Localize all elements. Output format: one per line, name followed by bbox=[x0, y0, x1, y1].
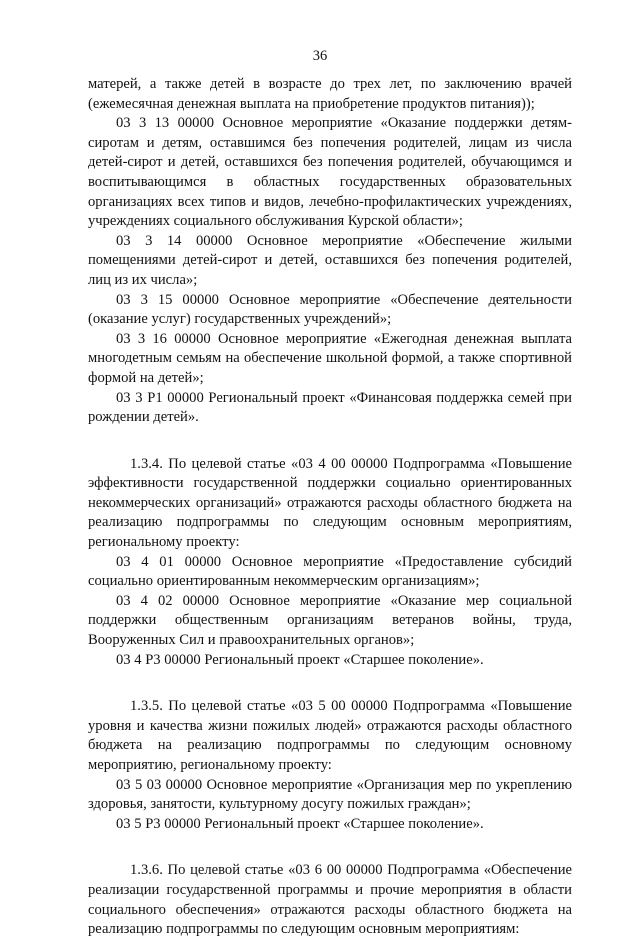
page-number: 36 bbox=[312, 48, 328, 64]
item-03-3-16: 03 3 16 00000 Основное мероприятие «Ежегодная денежная выплата многодетным семьям на обеспечение школьной формой, а также спортивной формой на детей»; bbox=[88, 330, 572, 386]
item-03-4-02: 03 4 02 00000 Основное мероприятие «Оказание мер социальной поддержки общественным организациям ветеранов войны, труда, Вооруженных Сил и правоохранительных органов»; bbox=[88, 592, 572, 649]
section-1-3-4: 1.3.4. По целевой статье «03 4 00 00000 Подпрограмма «Повышение эффективности государственной поддержки социально ориентированных некоммерческих организаций» отражаются расходы областного бюджета на реализацию подпрограммы по следующим основным мероприятиям, региональному проекту: bbox=[88, 455, 572, 551]
item-03-3-13: 03 3 13 00000 Основное мероприятие «Оказание поддержки детям-сиротам и детям, оставшимся без попечения родителей, лицам из числа детей-сирот и детей, оставшихся без попечения родителей, обучающимся и воспитывающимся в областных государственных образовательных организациях всех типов и видов, лечебно-профилактических учреждениях, учреждениях социального обслуживания Курской области»; bbox=[88, 115, 572, 230]
item-03-3-15: 03 3 15 00000 Основное мероприятие «Обеспечение деятельности (оказание услуг) государственных учреждений»; bbox=[88, 291, 572, 328]
item-03-5-03: 03 5 03 00000 Основное мероприятие «Организация мер по укреплению здоровья, занятости, культурному досугу пожилых граждан»; bbox=[88, 776, 572, 813]
section-1-3-6: 1.3.6. По целевой статье «03 6 00 00000 Подпрограмма «Обеспечение реализации государственной программы и прочие мероприятия в области социального обеспечения» отражаются расходы областного бюджета на реализацию подпрограммы по следующим основным мероприятиям: bbox=[88, 862, 572, 938]
item-03-3-14: 03 3 14 00000 Основное мероприятие «Обеспечение жилыми помещениями детей-сирот и детей, оставшихся без попечения родителей, лиц из их числа»; bbox=[88, 232, 572, 288]
item-03-3-p1: 03 3 P1 00000 Региональный проект «Финансовая поддержка семей при рождении детей». bbox=[88, 389, 572, 426]
item-03-5-p3: 03 5 P3 00000 Региональный проект «Старшее поколение». bbox=[116, 815, 484, 832]
paragraph-continuation: матерей, а также детей в возрасте до трех лет, по заключению врачей (ежемесячная денежная выплата на приобретение продуктов питания)); bbox=[88, 76, 572, 112]
section-1-3-5: 1.3.5. По целевой статье «03 5 00 00000 Подпрограмма «Повышение уровня и качества жизни пожилых людей» отражаются расходы областного бюджета на реализацию подпрограммы по следующим основному мероприятию, региональному проекту: bbox=[88, 698, 572, 773]
item-03-4-p3: 03 4 P3 00000 Региональный проект «Старшее поколение». bbox=[116, 651, 484, 668]
item-03-4-01: 03 4 01 00000 Основное мероприятие «Предоставление субсидий социально ориентированным некоммерческим организациям»; bbox=[88, 553, 572, 590]
document-body bbox=[88, 75, 572, 940]
